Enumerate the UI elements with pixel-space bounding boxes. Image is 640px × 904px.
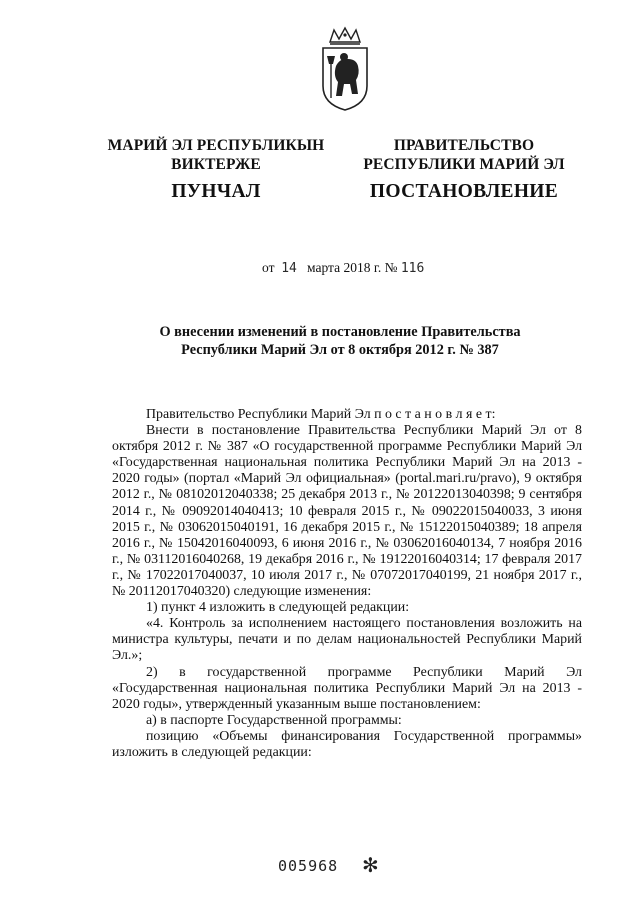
doc-type-russian: ПОСТАНОВЛЕНИЕ [369, 181, 559, 202]
body-paragraph: позицию «Объемы финансирования Государственной программы» изложить в следующей редакции: [112, 728, 582, 760]
body-paragraph: Правительство Республики Марий Эл п о с т а н о в л я е т: [146, 407, 496, 422]
date-prefix: от [262, 260, 275, 275]
asterisk-mark: ✻ [362, 855, 379, 877]
header-left-line1: МАРИЙ ЭЛ РЕСПУБЛИКЫН [107, 137, 325, 154]
body-paragraph: 2) в государственной программе Республики Марий Эл «Государственная национальная политика Республики Марий Эл на 2013 - 2020 годы», утвержденный указанным выше постановлением: [112, 664, 582, 712]
header-right [350, 136, 578, 174]
doc-title [120, 323, 560, 359]
body-paragraph: Внести в постановление Правительства Республики Марий Эл от 8 октября 2012 г. № 387 «О государственной программе Республики Марий Эл «Государственная национальная политика Республики Марий Эл на 2013 - 2020 годы» (портал «Марий Эл официальная» (portal.mari.ru/pravo), 9 октября 2012 г., № 08102012040338; 25 декабря 2013 г., № 20122013040398; 9 сентября 2014 г., № 09092014040413; 10 февраля 2015 г., № 09022015040033, 3 июня 2015 г., № 03062015040191, 16 декабря 2015 г., № 15122015040389; 18 апреля 2016 г., № 15042016040093, 6 июня 2016 г., № 03062016040134, 7 ноября 2016 г., № 03112016040268, 19 декабря 2016 г., № 19122016040314; 17 февраля 2017 г., № 17022017040037, 10 июля 2017 г., № 07072017040199, 21 ноября 2017 г., № 20112017040320) следующие изменения: [112, 423, 582, 600]
body-paragraph: а) в паспорте Государственной программы: [146, 712, 402, 728]
header-right-line1: ПРАВИТЕЛЬСТВО [393, 137, 535, 154]
header-right-line2: РЕСПУБЛИКИ МАРИЙ ЭЛ [363, 156, 565, 173]
header-left-line2: ВИКТЕРЖЕ [171, 156, 261, 173]
doc-number: 116 [400, 261, 425, 276]
body-paragraph: 1) пункт 4 изложить в следующей редакции: [146, 600, 410, 616]
date-line [262, 260, 522, 276]
header-left [100, 136, 332, 174]
date-month-year: марта 2018 г. № [307, 260, 398, 275]
doc-title-line1: О внесении изменений в постановление Правительства [159, 324, 521, 340]
body-paragraph: «4. Контроль за исполнением настоящего постановления возложить на министра культуры, печати и по делам национальностей Республики Марий Эл.»; [112, 616, 582, 664]
serial-number: 005968 [278, 857, 339, 875]
doc-type-mari: ПУНЧАЛ [171, 181, 261, 202]
coat-of-arms-icon [318, 26, 372, 112]
date-day: 14 [281, 261, 297, 276]
doc-body [112, 407, 582, 761]
doc-title-line2: Республики Марий Эл от 8 октября 2012 г. № 387 [181, 342, 499, 358]
